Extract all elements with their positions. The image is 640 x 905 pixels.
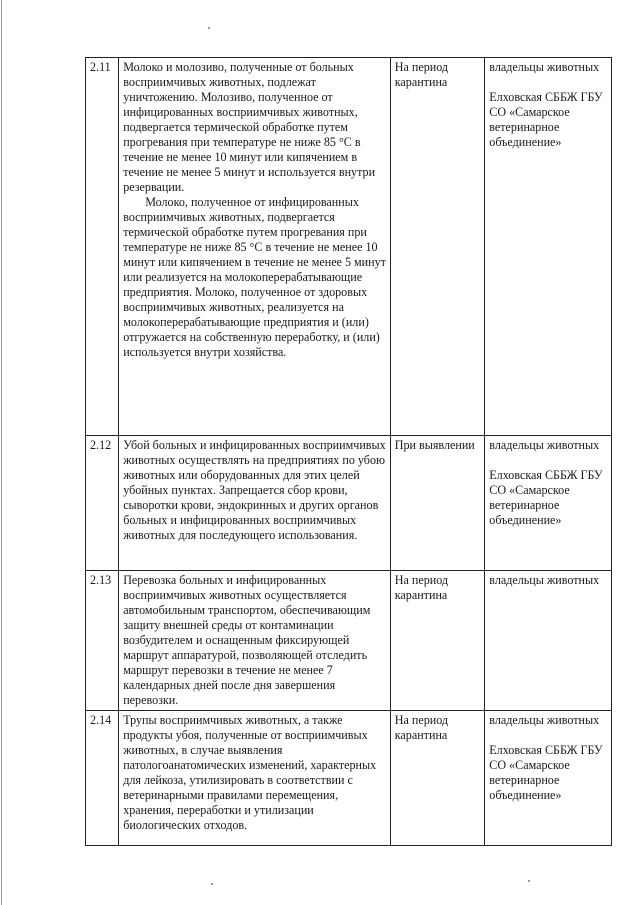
responsible-owner: владельцы животных [489,438,600,452]
row-number: 2.14 [86,711,119,846]
measures-table [85,57,612,846]
responsible-cell [485,436,612,571]
table-row [86,58,612,436]
responsible-cell [485,571,612,711]
deadline-cell: На период карантина [390,711,485,846]
deadline-cell: На период карантина [390,571,485,711]
measure-paragraph: Молоко, полученное от инфицированных восприимчивых животных, подвергается термической обработке путем прогревания при температуре не ниже 85 °С в течение не менее 10 минут или кипячением в течение не менее 5 минут или реализуется на молокоперерабатывающие предприятия. Молоко, полученное от здоровых восприимчивых животных, реализуется на молокоперерабатывающие предприятия и (или) отгружается на собственную переработку, и (или) используется внутри хозяйства. [123,195,386,359]
responsible-organization: Елховская СББЖ ГБУ СО «Самарское ветеринарное объединение» [489,468,603,527]
table-row [86,571,612,711]
responsible-owner: владельцы животных [489,60,600,74]
responsible-organization: Елховская СББЖ ГБУ СО «Самарское ветеринарное объединение» [489,743,603,802]
measure-description [119,711,391,846]
responsible-owner: владельцы животных [489,573,600,587]
scan-speck [208,27,210,29]
table-row [86,711,612,846]
deadline-cell: При выявлении [390,436,485,571]
measure-description [119,436,391,571]
row-number: 2.12 [86,436,119,571]
page-edge-line [1,0,2,905]
responsible-organization: Елховская СББЖ ГБУ СО «Самарское ветеринарное объединение» [489,90,603,149]
deadline-cell: На период карантина [390,58,485,436]
scan-speck [211,883,213,885]
measure-paragraph: Трупы восприимчивых животных, а также продукты убоя, полученные от восприимчивых животных, в случае выявления патологоанатомических изменений, характерных для лейкоза, утилизировать в соответствии с ветеринарными правилами перемещения, хранения, переработки и утилизации биологических отходов. [123,713,377,832]
measure-paragraph: Убой больных и инфицированных восприимчивых животных осуществлять на предприятиях по убою животных или оборудованных для этих целей убойных пунктах. Запрещается сбор крови, сыворотки крови, эндокринных и других органов больных и инфицированных восприимчивых животных для последующего использования. [123,438,386,542]
scan-speck [528,880,530,882]
measure-paragraph: Молоко и молозиво, полученные от больных восприимчивых животных, подлежат уничтожению. Молозиво, полученное от инфицированных восприимчивых животных, подвергается термической обработке путем прогревания при температуре не ниже 85 °С в течение не менее 10 минут или кипячением в течение не менее 5 минут и используется внутри резервации. [123,60,376,194]
measure-description [119,571,391,711]
responsible-cell [485,711,612,846]
row-number: 2.11 [86,58,119,436]
measure-paragraph: Перевозка больных и инфицированных восприимчивых животных осуществляется автомобильным транспортом, обеспечивающим защиту внешней среды от контаминации возбудителем и оснащенным фиксирующей маршрут аппаратурой, позволяющей отследить маршрут перевозки в течение не менее 7 календарных дней после дня завершения перевозки. [123,573,371,707]
responsible-owner: владельцы животных [489,713,600,727]
measure-description [119,58,391,436]
table-row [86,436,612,571]
row-number: 2.13 [86,571,119,711]
responsible-cell [485,58,612,436]
